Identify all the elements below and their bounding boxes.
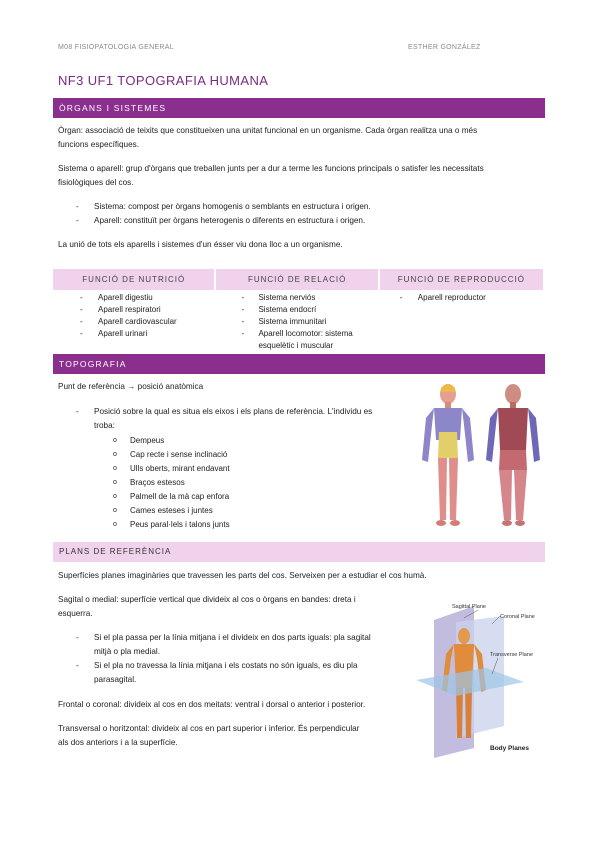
section-heading-topografia: TOPOGRAFIA bbox=[53, 354, 545, 374]
sagittal-plane-label: Sagittal Plane bbox=[452, 604, 486, 610]
section-heading-plans: PLANS DE REFERÈNCIA bbox=[53, 542, 545, 562]
section-heading-organs: ÒRGANS I SISTEMES bbox=[53, 98, 545, 118]
list-item: - Aparell urinari bbox=[80, 329, 148, 338]
front-figure bbox=[422, 384, 474, 526]
relacio-list bbox=[215, 290, 378, 353]
plans-intro: Superfícies planes imaginàries que travessen les parts del cos. Serveixen per a estudiar el cos humà. bbox=[58, 571, 427, 580]
page-title: NF3 UF1 TOPOGRAFIA HUMANA bbox=[58, 73, 269, 88]
functions-table bbox=[53, 269, 543, 353]
system-definition-line2: fisiològiques del cos. bbox=[58, 178, 134, 187]
sagital-line2: esquerra. bbox=[58, 609, 93, 618]
list-item-continuation: esquelètic i muscular bbox=[258, 341, 334, 350]
anatomical-position-figure bbox=[410, 380, 550, 530]
transversal-line2: als dos anteriors i a la superfície. bbox=[58, 738, 178, 747]
header-relacio: FUNCIÓ DE RELACIÓ bbox=[215, 269, 378, 290]
list-item: - Sistema immunitari bbox=[241, 317, 327, 326]
sagital-line1: Sagital o medial: superfície vertical que divideix al cos o òrgans en bandes: dreta i bbox=[58, 595, 356, 604]
reproduccio-list bbox=[379, 290, 543, 353]
organism-union-text: La unió de tots els aparells i sistemes d'un ésser viu dona lloc a un organisme. bbox=[58, 240, 343, 249]
transversal-line1: Transversal o horitzontal: divideix al cos en part superior i inferior. És perpendicular bbox=[58, 724, 360, 733]
body-planes-figure bbox=[412, 598, 548, 760]
organ-definition-line2: funcions específiques. bbox=[58, 140, 140, 149]
list-item: - Aparell digestiu bbox=[80, 293, 153, 302]
body-planes-caption: Body Planes bbox=[490, 745, 530, 752]
reference-point-text: Punt de referència → posició anatòmica bbox=[58, 382, 204, 391]
header-course: M08 FISIOPATOLOGIA GENERAL bbox=[58, 44, 174, 51]
list-item: - Aparell cardiovascular bbox=[80, 317, 177, 326]
list-item: - Aparell locomotor: sistema bbox=[241, 329, 353, 338]
list-item: - Sistema nerviós bbox=[241, 293, 316, 302]
transverse-plane-label: Transverse Plane bbox=[490, 652, 533, 658]
list-item: - Aparell reproductor bbox=[399, 293, 486, 302]
header-reproduccio: FUNCIÓ DE REPRODUCCIÓ bbox=[379, 269, 543, 290]
organ-definition-line1: Òrgan: associació de teixits que constitueixen una unitat funcional en un organisme. Cada òrgan realitza una o més bbox=[58, 126, 478, 135]
transverse-plane-shape bbox=[416, 668, 524, 696]
nutricio-list bbox=[53, 290, 215, 353]
coronal-plane-label: Coronal Plane bbox=[500, 614, 535, 620]
frontal-definition: Frontal o coronal: divideix al cos en dos meitats: ventral i dorsal o anterior i posterior. bbox=[58, 700, 366, 709]
header-nutricio: FUNCIÓ DE NUTRICIÓ bbox=[53, 269, 215, 290]
header-author: ESTHER GONZÁLEZ bbox=[408, 44, 481, 51]
system-definition-line1: Sistema o aparell: grup d'òrgans que treballen junts per a dur a terme les funcions principals o satisfer les necessitats bbox=[58, 164, 484, 173]
back-figure bbox=[486, 384, 540, 526]
list-item: - Sistema endocrí bbox=[241, 305, 317, 314]
list-item: - Aparell respiratori bbox=[80, 305, 161, 314]
